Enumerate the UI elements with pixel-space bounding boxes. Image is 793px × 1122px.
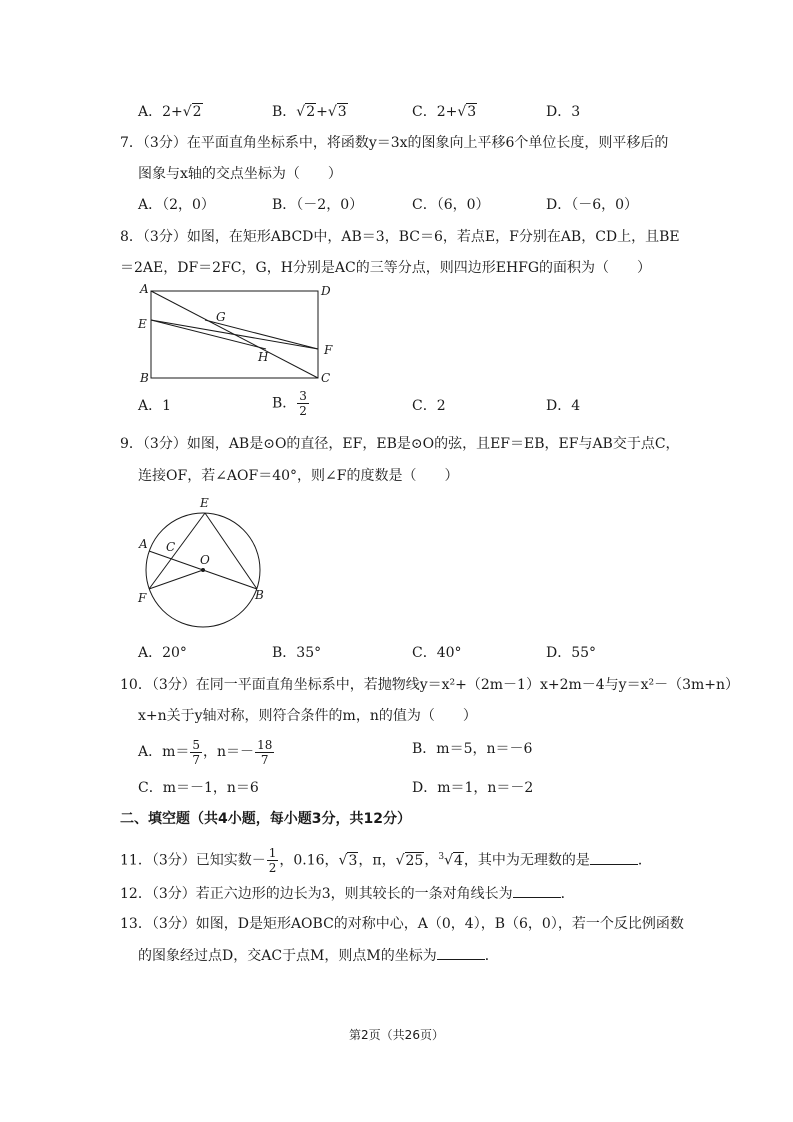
- q8-stem-line1: 8．（3分）如图，在矩形ABCD中，AB＝3，BC＝6，若点E，F分别在AB，CD上，且BE: [120, 229, 680, 245]
- q8-option-c: C．2: [412, 398, 446, 414]
- q10-option-c: C．m＝－1，n＝6: [138, 780, 259, 796]
- label-C: C: [321, 371, 331, 385]
- q11-stem: 11．（3分）已知实数－ $\frac{1}{2}$ ，0.16，√3，π，√25，$^3$√4，其中为无理数的是 ．: [120, 846, 652, 876]
- q8-stem-line2: ＝2AE，DF＝2FC，G，H分别是AC的三等分点，则四边形EHFG的面积为（ ）: [120, 260, 652, 276]
- label-E: E: [200, 496, 209, 510]
- q8-option-b: B． $\frac{3}{2}$: [272, 389, 307, 418]
- q6-option-c: C．2+√3: [412, 104, 477, 120]
- q8-option-a: A．1: [138, 398, 172, 414]
- label-C: C: [166, 540, 176, 554]
- q7-stem-line2: 图象与x轴的交点坐标为（ ）: [138, 166, 342, 182]
- q12-answer-blank[interactable]: [513, 883, 561, 898]
- label-E: E: [138, 317, 147, 331]
- q8-option-d: D．4: [546, 398, 581, 414]
- q10-stem-line1: 10．（3分）在同一平面直角坐标系中，若抛物线y＝x²+（2m－1）x+2m－4与y＝x²－（3m+n）: [120, 677, 740, 693]
- page-footer: 第2页（共26页）: [349, 1028, 444, 1042]
- q7-option-b: B．（－2，0）: [272, 197, 364, 213]
- label-B: B: [255, 588, 264, 602]
- circle-figure: [132, 490, 282, 640]
- label-F: F: [138, 591, 147, 605]
- q9-stem-line1: 9．（3分）如图，AB是⊙O的直径，EF，EB是⊙O的弦，且EF＝EB，EF与AB交于点C，: [120, 436, 680, 452]
- q10-option-a: A．m＝ $\frac{5}{7}$ ，n＝－ $\frac{18}{7}$: [138, 737, 273, 767]
- q9-option-a: A．20°: [138, 645, 187, 661]
- q10-option-d: D．m＝1，n＝－2: [412, 780, 534, 796]
- q9-option-b: B．35°: [272, 645, 322, 661]
- label-D: D: [321, 284, 331, 298]
- q7-option-d: D．（－6，0）: [546, 197, 639, 213]
- rectangle-figure: [134, 281, 344, 391]
- q10-stem-line2: x+n关于y轴对称，则符合条件的m，n的值为（ ）: [138, 708, 477, 724]
- q13-stem-line1: 13．（3分）如图，D是矩形AOBC的对称中心，A（0，4），B（6，0），若一个反比例函数: [120, 916, 684, 932]
- label-G: G: [216, 310, 226, 324]
- q7-option-a: A．（2，0）: [138, 197, 215, 213]
- q11-answer-blank[interactable]: [590, 850, 638, 865]
- q9-option-c: C．40°: [412, 645, 462, 661]
- q9-option-d: D．55°: [546, 645, 597, 661]
- label-F: F: [324, 343, 333, 357]
- q7-option-c: C．（6，0）: [412, 197, 490, 213]
- q12-stem: 12．（3分）若正六边形的边长为3，则其较长的一条对角线长为 ．: [120, 883, 575, 904]
- q9-stem-line2: 连接OF，若∠AOF＝40°，则∠F的度数是（ ）: [138, 468, 459, 484]
- q6-option-b: B．√2+√3: [272, 104, 347, 120]
- label-O: O: [200, 553, 210, 567]
- section-fill-blank-heading: 二、填空题（共4小题，每小题3分，共12分）: [120, 811, 411, 827]
- q10-option-b: B．m＝5，n＝－6: [412, 741, 533, 757]
- label-A: A: [140, 282, 149, 296]
- label-A: A: [139, 537, 148, 551]
- q6-option-d: D．3: [546, 104, 581, 120]
- q7-stem-line1: 7．（3分）在平面直角坐标系中，将函数y＝3x的图象向上平移6个单位长度，则平移后的: [120, 135, 669, 151]
- label-B: B: [140, 371, 149, 385]
- label-H: H: [258, 350, 269, 364]
- q13-answer-blank[interactable]: [437, 945, 485, 960]
- q13-stem-line2: 的图象经过点D，交AC于点M，则点M的坐标为 ．: [138, 945, 499, 966]
- q6-option-a: A．2+√2: [138, 104, 202, 120]
